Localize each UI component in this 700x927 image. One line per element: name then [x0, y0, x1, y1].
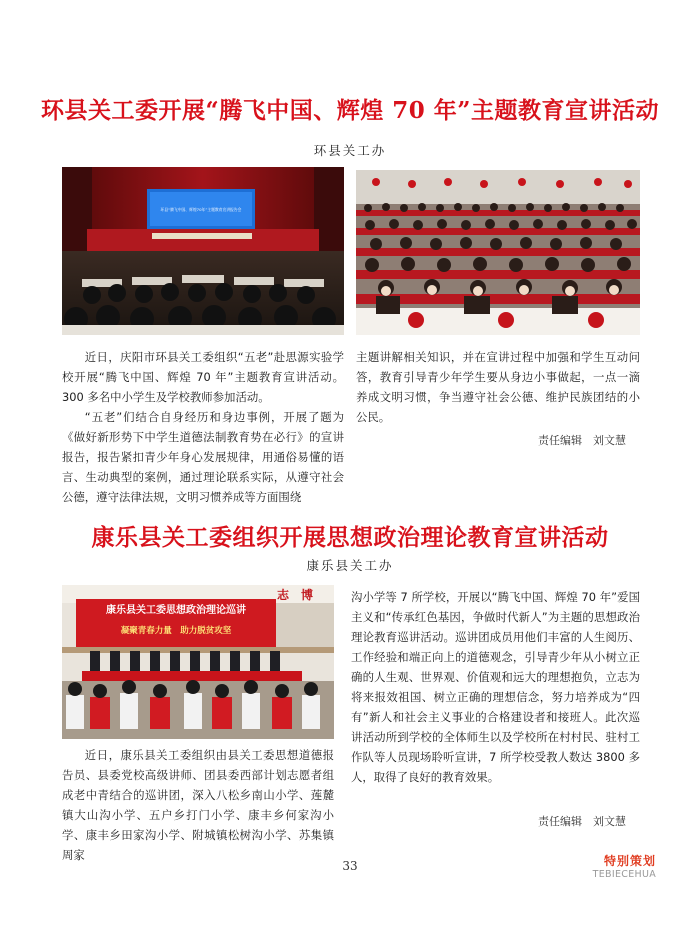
article1-para-2: “五老”们结合自身经历和身边事例，开展了题为《做好新形势下中学生道德法制教育势在必行》的宣讲报告，报告紧扣青少年身心发展规律，用通俗易懂的语言、生动典型的案例，通过理论联系实际，从遵守社会公德，遵守法律法规，文明习惯养成等方面围绕 — [62, 410, 344, 504]
article1-title: 环县关工委开展“腾飞中国、辉煌 70 年”主题教育宣讲活动 — [41, 97, 659, 124]
article1-left-column — [62, 347, 344, 507]
article2-byline: 康乐县关工办 — [306, 558, 394, 573]
article1-photo-audience — [356, 170, 640, 335]
page-number: 33 — [342, 859, 358, 873]
article2-para-2: 沟小学等 7 所学校，开展以“腾飞中国、辉煌 70 年”爱国主义和“传承红色基因，争做时代新人”为主题的思想政治理论教育巡讲活动。巡讲团成员用他们丰富的人生阅历、工作经验和端正向上的道德观念，引导青少年从小树立正确的人生观、世界观、价值观和远大的理想抱负，立志为将来报效祖国、树立正确的理想信念，努力培养成为“四有”新人和社会主义事业的合格建设者和接班人。此次巡讲活动所到学校的全体师生以及学校所在村村民、驻村工作队等人员现场聆听宣讲，7 所学校受教人数达 3800 多人，取得了良好的教育效果。 — [351, 590, 640, 784]
article1-editor: 责任编辑 刘文慧 — [538, 434, 626, 447]
article1-para-1: 近日，庆阳市环县关工委组织“五老”赴思源实验学校开展“腾飞中国、辉煌 70 年”主题教育宣讲活动。300 多名中小学生及学校教师参加活动。 — [62, 350, 344, 404]
article2-right-column — [351, 587, 640, 787]
article1-right-column — [356, 347, 640, 427]
article2-title: 康乐县关工委组织开展思想政治理论教育宣讲活动 — [91, 524, 609, 551]
wall-text: 志 博 — [277, 588, 314, 602]
article1-byline: 环县关工办 — [313, 143, 387, 158]
stage-screen-text: 环县“腾飞中国、辉煌70年”主题教育宣讲报告会 — [160, 207, 242, 212]
banner-line-1: 康乐县关工委思想政治理论巡讲 — [106, 605, 246, 616]
brand-mark — [571, 852, 656, 880]
article1-para-3: 主题讲解相关知识，并在宣讲过程中加强和学生互动问答，教育引导青少年学生要从身边小事做起，一点一滴养成文明习惯，争当遵守社会公德、维护民族团结的小公民。 — [356, 350, 640, 424]
article2-para-1: 近日，康乐县关工委组织由县关工委思想道德报告员、县委党校高级讲师、团县委西部计划志愿者组成老中青结合的巡讲团，深入八松乡南山小学、莲麓镇大山沟小学、五户乡打门小学、康丰乡何家沟小学、康丰乡田家沟小学、附城镇松树沟小学、苏集镇周家 — [62, 748, 334, 862]
article2-photo-group — [62, 585, 334, 739]
article1-photo-stage — [62, 167, 344, 335]
article2-editor: 责任编辑 刘文慧 — [538, 815, 626, 828]
brand-cn: 特别策划 — [603, 854, 656, 868]
article2-left-column — [62, 745, 334, 865]
brand-en: TEBIECEHUA — [592, 869, 656, 880]
banner-line-2: 凝聚青春力量 助力脱贫攻坚 — [120, 626, 232, 636]
